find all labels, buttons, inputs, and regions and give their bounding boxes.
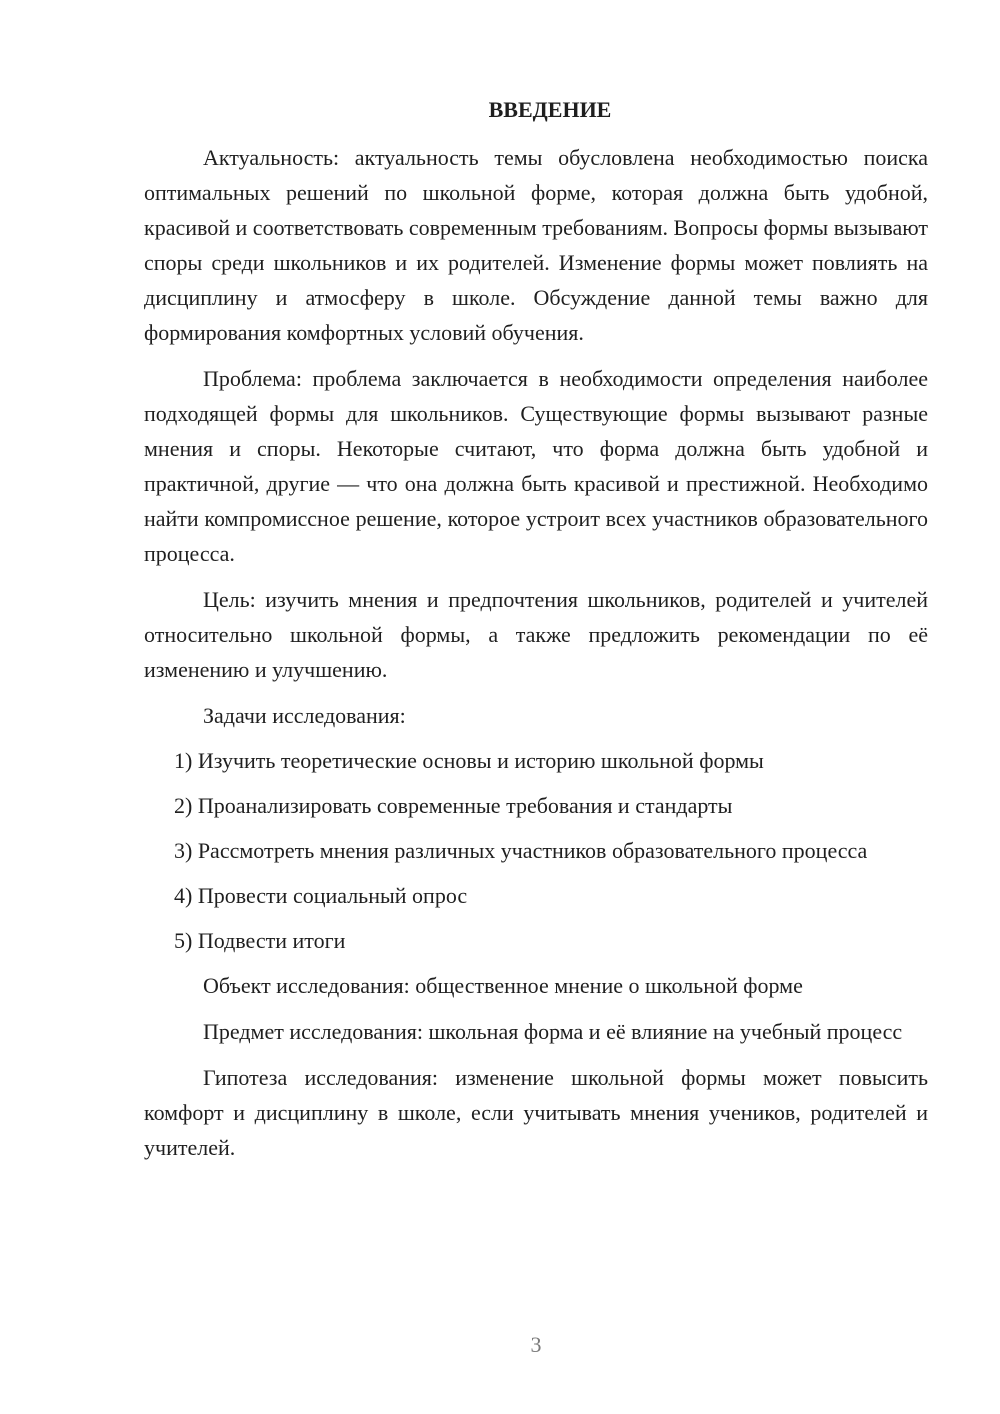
task-item-4: 4) Провести социальный опрос [174, 883, 468, 908]
tasks-heading: Задачи исследования: [203, 703, 406, 728]
page-content [144, 92, 928, 1165]
task-item-2: 2) Проанализировать современные требования и стандарты [174, 793, 733, 818]
page-number: 3 [530, 1332, 542, 1357]
section-title: ВВЕДЕНИЕ [488, 97, 612, 122]
problem-paragraph: Проблема: проблема заключается в необходимости определения наиболее подходящей формы для школьников. Существующие формы вызывают разные мнения и споры. Некоторые считают, что форма должна быть удобной и практичной, другие — что она должна быть красивой и престижной. Необходимо найти компромиссное решение, которое устроит всех участников образовательного процесса. [144, 366, 928, 566]
subject-paragraph: Предмет исследования: школьная форма и её влияние на учебный процесс [203, 1019, 903, 1044]
relevance-paragraph: Актуальность: актуальность темы обусловлена необходимостью поиска оптимальных решений по школьной форме, которая должна быть удобной, красивой и соответствовать современным требованиям. Вопросы формы вызывают споры среди школьников и их родителей. Изменение формы может повлиять на дисциплину и атмосферу в школе. Обсуждение данной темы важно для формирования комфортных условий обучения. [144, 145, 928, 345]
task-item-1: 1) Изучить теоретические основы и историю школьной формы [174, 748, 764, 773]
task-item-5: 5) Подвести итоги [174, 928, 346, 953]
hypothesis-paragraph: Гипотеза исследования: изменение школьной формы может повысить комфорт и дисциплину в школе, если учитывать мнения учеников, родителей и учителей. [144, 1065, 928, 1160]
goal-paragraph: Цель: изучить мнения и предпочтения школьников, родителей и учителей относительно школьной формы, а также предложить рекомендации по её изменению и улучшению. [144, 587, 928, 682]
tasks-list [144, 743, 928, 958]
task-item-3: 3) Рассмотреть мнения различных участников образовательного процесса [174, 838, 868, 863]
object-paragraph: Объект исследования: общественное мнение о школьной форме [203, 973, 803, 998]
